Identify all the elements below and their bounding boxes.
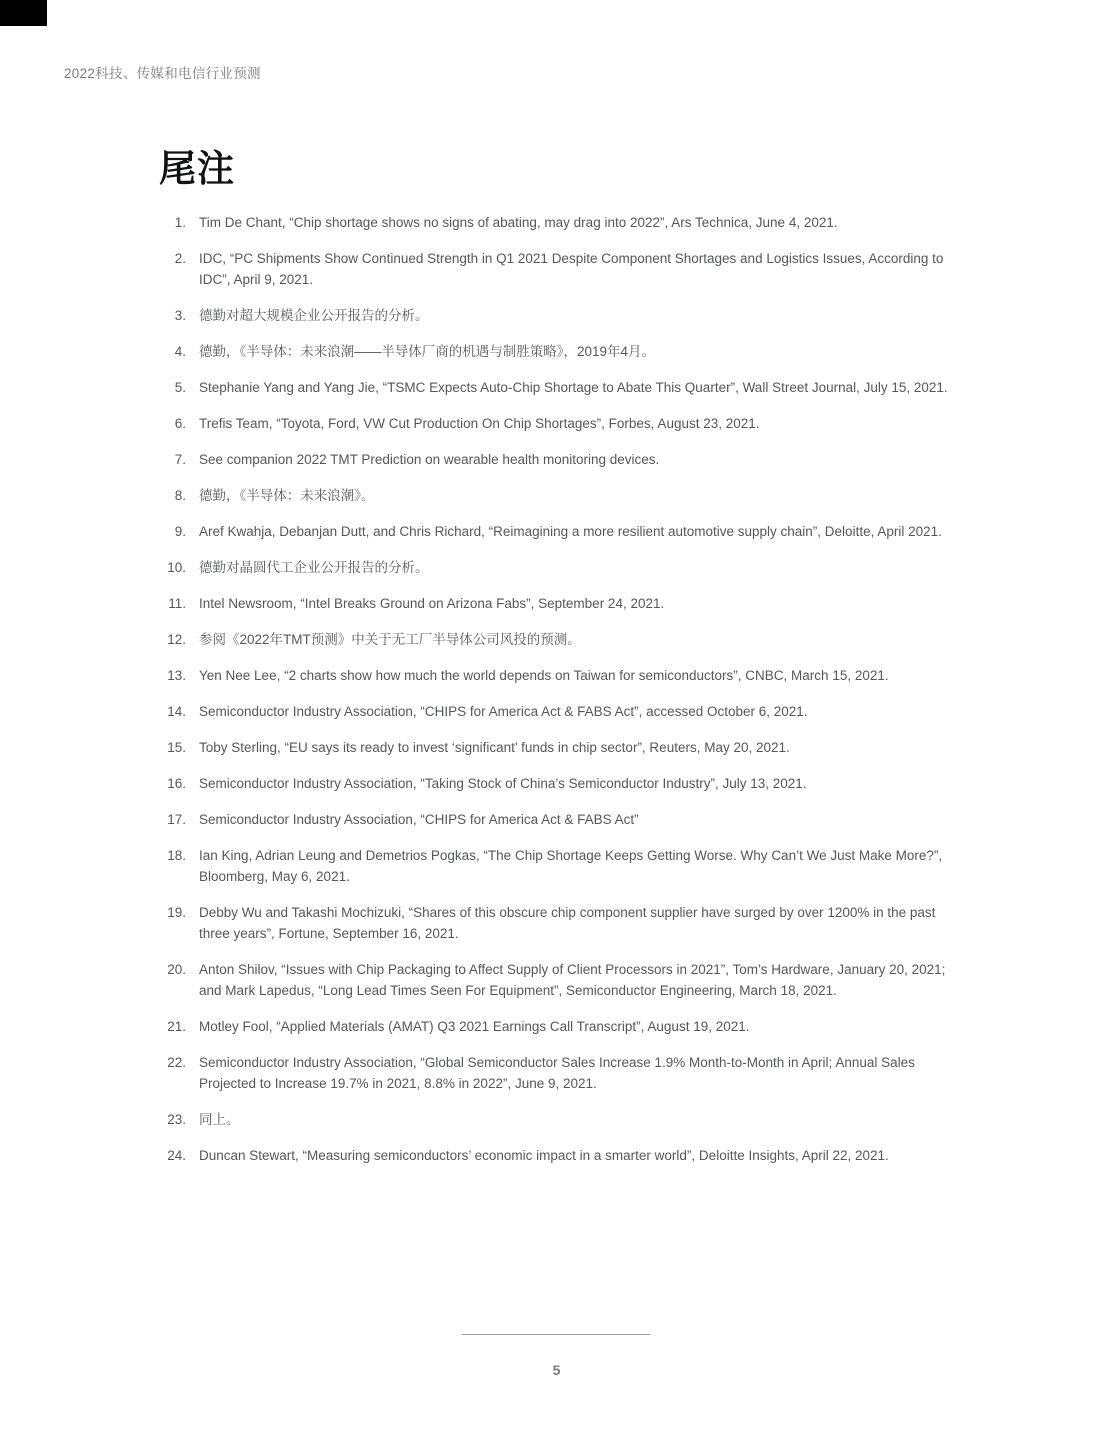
endnote-number: 9. <box>174 524 186 539</box>
endnote-number: 21. <box>167 1019 186 1034</box>
endnote-number: 24. <box>167 1148 186 1163</box>
endnote-text: Semiconductor Industry Association, “CHIPS for America Act & FABS Act”, accessed October 6, 2021. <box>199 704 808 719</box>
endnote-text: Debby Wu and Takashi Mochizuki, “Shares of this obscure chip component supplier have surged by over 1200% in the past three years”, Fortune, September 16, 2021. <box>199 905 936 941</box>
endnote-item <box>159 809 956 830</box>
endnote-number: 14. <box>167 704 186 719</box>
endnote-text: Intel Newsroom, “Intel Breaks Ground on Arizona Fabs”, September 24, 2021. <box>199 596 665 611</box>
endnote-text: 同上。 <box>199 1112 240 1127</box>
endnote-text: Tim De Chant, “Chip shortage shows no signs of abating, may drag into 2022”, Ars Technica, June 4, 2021. <box>199 215 838 230</box>
endnote-text: Aref Kwahja, Debanjan Dutt, and Chris Richard, “Reimagining a more resilient automotive supply chain”, Deloitte, April 2021. <box>199 524 942 539</box>
endnote-text: Anton Shilov, “Issues with Chip Packaging to Affect Supply of Client Processors in 2021”, Tom’s Hardware, January 20, 2021; and Mark Lapedus, “Long Lead Times Seen For Equipment”, Semiconductor Engineering, March 18, 2021. <box>199 962 946 998</box>
endnote-item <box>159 665 956 686</box>
endnote-text: 德勤，《半导体：未来浪潮——半导体厂商的机遇与制胜策略》，2019年4月。 <box>199 344 656 359</box>
endnote-number: 20. <box>167 962 186 977</box>
endnote-item <box>159 212 956 233</box>
endnote-number: 1. <box>174 215 186 230</box>
endnote-item <box>159 1145 956 1166</box>
endnote-number: 12. <box>167 632 186 647</box>
endnote-item <box>159 341 956 362</box>
endnote-text: Duncan Stewart, “Measuring semiconductors’ economic impact in a smarter world”, Deloitte Insights, April 22, 2021. <box>199 1148 889 1163</box>
endnote-text: Semiconductor Industry Association, “CHIPS for America Act & FABS Act” <box>199 812 639 827</box>
endnote-item <box>159 959 956 1001</box>
endnote-text: Yen Nee Lee, “2 charts show how much the world depends on Taiwan for semiconductors”, CNBC, March 15, 2021. <box>199 668 889 683</box>
endnote-text: Ian King, Adrian Leung and Demetrios Pogkas, “The Chip Shortage Keeps Getting Worse. Why Can’t We Just Make More?”, Bloomberg, May 6, 2021. <box>199 848 943 884</box>
endnote-item <box>159 413 956 434</box>
endnote-number: 16. <box>167 776 186 791</box>
endnote-item <box>159 377 956 398</box>
endnote-text: Trefis Team, “Toyota, Ford, VW Cut Production On Chip Shortages”, Forbes, August 23, 2021. <box>199 416 760 431</box>
endnote-text: See companion 2022 TMT Prediction on wearable health monitoring devices. <box>199 452 660 467</box>
endnote-item <box>159 593 956 614</box>
endnote-text: IDC, “PC Shipments Show Continued Strength in Q1 2021 Despite Component Shortages and Logistics Issues, According to IDC”, April 9, 2021. <box>199 251 944 287</box>
endnote-number: 13. <box>167 668 186 683</box>
endnote-number: 22. <box>167 1055 186 1070</box>
endnote-item <box>159 629 956 650</box>
endnote-text: 参阅《2022年TMT预测》中关于无工厂半导体公司风投的预测。 <box>199 632 581 647</box>
endnote-number: 3. <box>174 308 186 323</box>
endnote-number: 19. <box>167 905 186 920</box>
endnote-item <box>159 737 956 758</box>
endnote-text: Semiconductor Industry Association, “Taking Stock of China’s Semiconductor Industry”, July 13, 2021. <box>199 776 807 791</box>
footer-divider <box>462 1334 650 1335</box>
page-number: 5 <box>552 1362 561 1378</box>
endnote-item <box>159 1109 956 1130</box>
endnote-item <box>159 845 956 887</box>
endnote-number: 2. <box>174 251 186 266</box>
endnote-text: 德勤对晶圆代工企业公开报告的分析。 <box>199 560 429 575</box>
endnote-text: Motley Fool, “Applied Materials (AMAT) Q3 2021 Earnings Call Transcript”, August 19, 2021. <box>199 1019 750 1034</box>
endnote-number: 18. <box>167 848 186 863</box>
endnote-number: 23. <box>167 1112 186 1127</box>
endnote-number: 7. <box>174 452 186 467</box>
endnote-number: 8. <box>174 488 186 503</box>
endnote-number: 11. <box>168 596 186 611</box>
endnote-number: 6. <box>174 416 186 431</box>
endnote-number: 15. <box>167 740 186 755</box>
endnote-text: 德勤对超大规模企业公开报告的分析。 <box>199 308 429 323</box>
endnote-number: 5. <box>174 380 186 395</box>
endnote-item <box>159 1016 956 1037</box>
endnote-item <box>159 521 956 542</box>
endnote-text: Toby Sterling, “EU says its ready to invest ‘significant’ funds in chip sector”, Reuters, May 20, 2021. <box>199 740 790 755</box>
endnote-item <box>159 1052 956 1094</box>
running-header: 2022科技、传媒和电信行业预测 <box>64 66 261 81</box>
endnote-text: 德勤，《半导体：未来浪潮》。 <box>199 488 375 503</box>
endnote-item <box>159 701 956 722</box>
endnote-text: Stephanie Yang and Yang Jie, “TSMC Expects Auto-Chip Shortage to Abate This Quarter”, Wall Street Journal, July 15, 2021. <box>199 380 948 395</box>
endnote-item <box>159 902 956 944</box>
endnote-text: Semiconductor Industry Association, “Global Semiconductor Sales Increase 1.9% Month-to-Month in April; Annual Sales Projected to Increase 19.7% in 2021, 8.8% in 2022”, June 9, 2021. <box>199 1055 915 1091</box>
endnote-item <box>159 773 956 794</box>
page-corner-mark <box>0 0 47 26</box>
endnote-item <box>159 557 956 578</box>
endnote-number: 10. <box>167 560 186 575</box>
endnote-item <box>159 305 956 326</box>
endnote-item <box>159 449 956 470</box>
endnote-item <box>159 485 956 506</box>
endnotes-list <box>159 212 956 1181</box>
page-title: 尾注 <box>159 148 235 189</box>
endnote-number: 4. <box>174 344 186 359</box>
endnote-number: 17. <box>167 812 186 827</box>
endnote-item <box>159 248 956 290</box>
